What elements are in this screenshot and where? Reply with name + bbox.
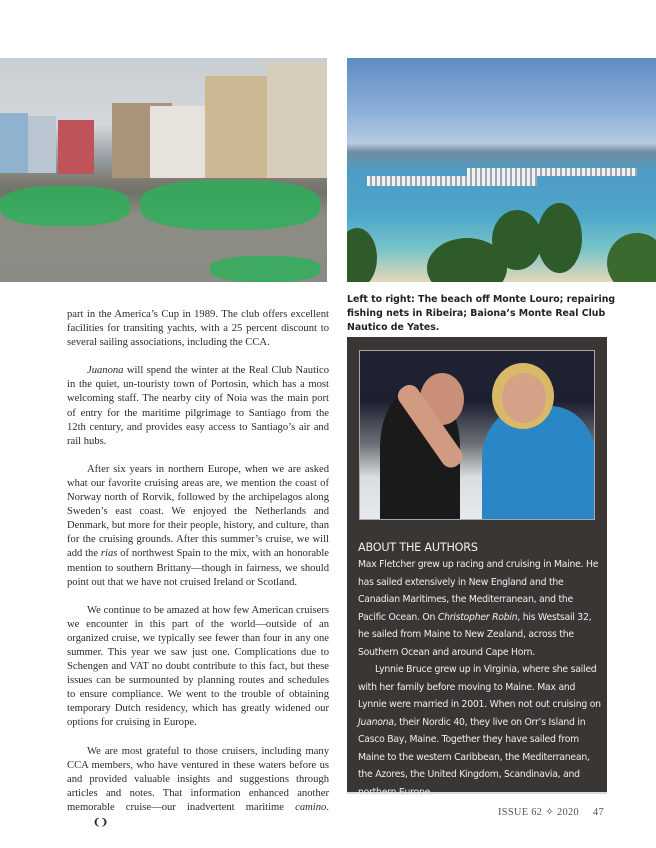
bio-text: Lynnie Bruce grew up in Virginia, where she sailed with her family before moving to Maine. Max and Lynnie were married in 2001. When not out cruising on (358, 664, 601, 710)
page-number: 47 (593, 807, 605, 818)
bio-paragraph (358, 556, 601, 661)
marina-boats (367, 176, 537, 186)
photo-fishing-nets-ribeira (0, 58, 327, 282)
boat-name: Christopher Robin (437, 611, 518, 623)
tree (607, 233, 656, 282)
boat-name: Juanona (87, 365, 124, 377)
green-net (210, 256, 320, 282)
bio-text: , his Westsail 32, he sailed from Maine to New Zealand, across the Southern Ocean and around Cape Horn. (358, 611, 592, 658)
marina-boats (467, 168, 637, 176)
boat-name: Juanona (358, 716, 394, 728)
building (205, 76, 267, 178)
paragraph: We continue to be amazed at how few American cruisers we encounter in this part of the world—outside of an organized cruise, we typically see fewer than four in any one summer. This year we saw just one. Complications due to Schengen and VAT no doubt contribute to this fact, but these issues can be surmounted by planning routes and schedules to ensure compliance. We went to the trouble of obtaining temporary Dutch residency, which has greatly widened our options for cruising in Europe. (67, 604, 329, 729)
green-net (0, 186, 130, 226)
paragraph-text: After six years in northern Europe, when we are asked what our favorite cruising areas are, we mention the coast of Norway north of Rorvik, followed by the archipelagos along Sweden’s east coast. We enjoyed the Netherlands and Denmark, but more for their people, history, and culture, than for the cruising grounds. After this summer’s cruise, we will add the (67, 463, 329, 560)
about-the-authors-box (347, 337, 607, 798)
green-net (140, 180, 320, 230)
paragraph (67, 463, 329, 590)
building (28, 116, 56, 173)
building (0, 113, 28, 173)
paragraph-text: of northwest Spain to the mix, with an honorable mention to southern Brittany—though in fairness, we should point out that we have not cruised Ireland or Scotland. (67, 548, 329, 588)
issue-label: ISSUE 62 ✧ 2020 (498, 807, 580, 818)
author-photo (359, 350, 595, 520)
paragraph-text: . (326, 801, 329, 813)
article-body (67, 308, 329, 844)
photo-caption: Left to right: The beach off Monte Louro; repairing fishing nets in Ribeira; Baiona’s Monte Real Club Nautico de Yates. (347, 294, 616, 333)
building (267, 62, 327, 178)
emphasis: rias (100, 548, 118, 560)
authors-bio (358, 556, 601, 801)
paragraph: part in the America’s Cup in 1989. The club offers excellent facilities for transiting yachts, with a 25 percent discount to several sailing associations, including the CCA. (67, 309, 329, 349)
page-footer (498, 806, 604, 818)
paragraph-text: will spend the winter at the Real Club Nautico in the quiet, un-touristy town of Portosin, which has a most welcoming staff. The nearby city of Noia was the main port of entry for the maritime pilgrimage to Santiago from the 12th century, and provides easy access to Santiago’s air and rail hubs. (67, 365, 329, 447)
tree (492, 210, 542, 270)
building (58, 120, 94, 174)
bio-text: , their Nordic 40, they live on Orr’s Island in Casco Bay, Maine. Together they have sailed from Maine to the western Caribbean, the Mediterranean, the Azores, the United Kingdom, Scandinavia, and northern Europe. (358, 716, 590, 798)
end-mark-icon: ❨❩ (93, 817, 109, 827)
bio-text: Max Fletcher grew up racing and cruising in Maine. He has sailed extensively in New England and the Canadian Maritimes, the Mediterranean, and the Pacific Ocean. On (358, 559, 599, 623)
building (150, 106, 205, 178)
emphasis: camino (295, 801, 327, 813)
paragraph-text: We are most grateful to those cruisers, including many CCA members, who have ventured in these waters before us and provided valuable insights and suggestions through articles and notes. That information enhanced another memorable cruise—our inadvertent maritime (67, 745, 329, 813)
paragraph (67, 745, 329, 831)
bio-paragraph (358, 661, 601, 801)
authors-heading: ABOUT THE AUTHORS (358, 541, 478, 554)
tree (537, 203, 582, 273)
photo-baiona-harbor (347, 58, 656, 282)
tree (347, 228, 377, 282)
paragraph (67, 364, 329, 449)
author-face-lynnie (502, 373, 546, 423)
